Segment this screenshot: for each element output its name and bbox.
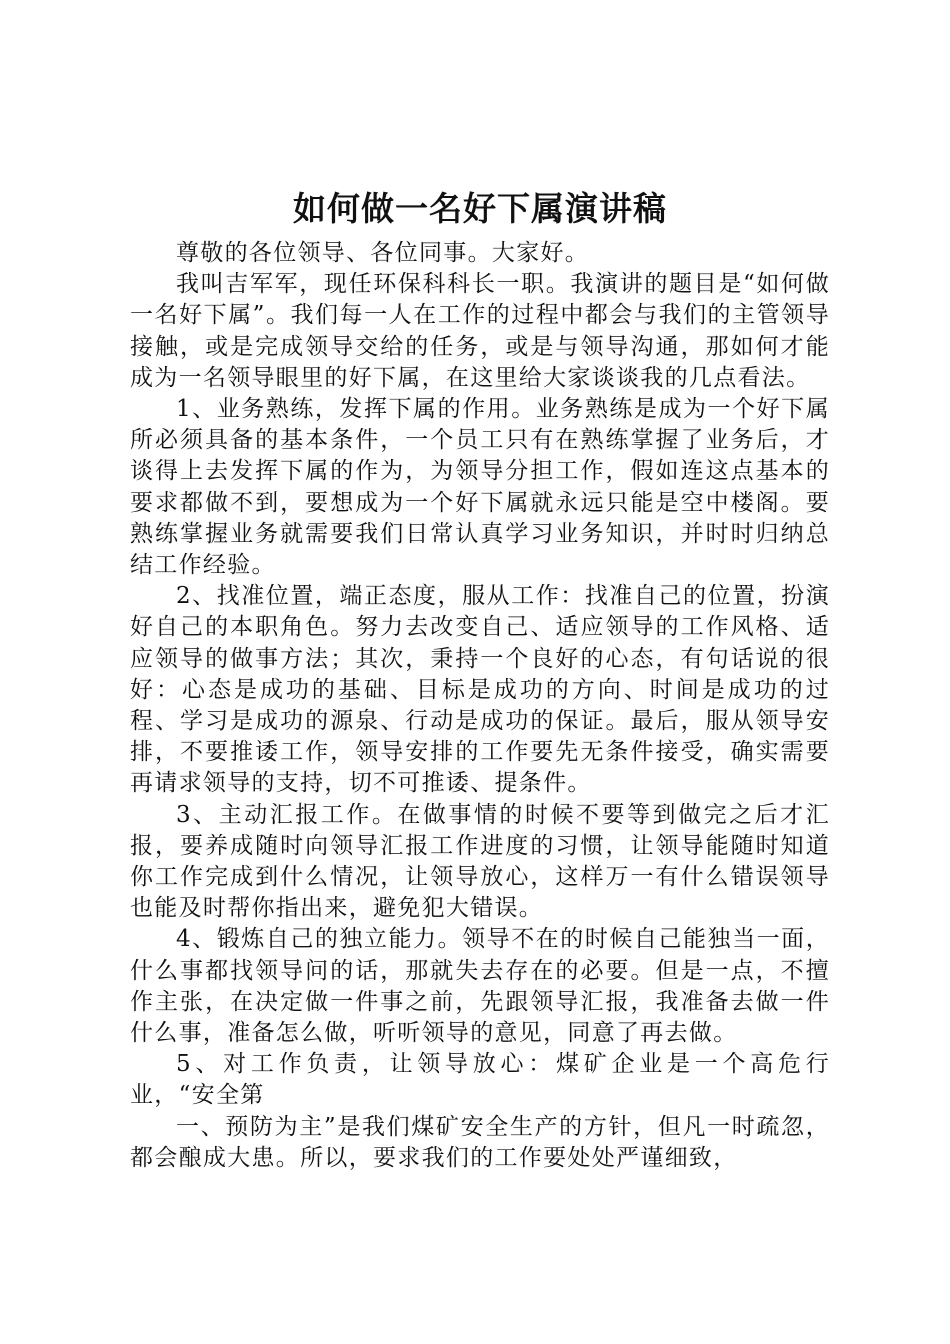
paragraph-greeting: 尊敬的各位领导、各位同事。大家好。 [176,240,590,266]
document-title: 如何做一名好下属演讲稿 [293,189,667,228]
paragraph-continuation: 一、预防为主”是我们煤矿安全生产的方针，但凡一时疏忽，都会酿成大患。所以，要求我们的工作要处处严谨细致， [130,1113,830,1171]
paragraph-point-4: 4、锻炼自己的独立能力。领导不在的时候自己能独当一面，什么事都找领导问的话，那就失去存在的必要。但是一点，不擅作主张，在决定做一件事之前，先跟领导汇报，我准备去做一件什么事，准备怎么做，听听领导的意见，同意了再去做。 [130,926,830,1047]
paragraph-introduction: 我叫吉军军，现任环保科科长一职。我演讲的题目是“如何做一名好下属”。我们每一人在工作的过程中都会与我们的主管领导接触，或是完成领导交给的任务，或是与领导沟通，那如何才能成为一名领导眼里的好下属，在这里给大家谈谈我的几点看法。 [130,271,830,391]
paragraph-point-3: 3、主动汇报工作。在做事情的时候不要等到做完之后才汇报，要养成随时向领导汇报工作进度的习惯，让领导能随时知道你工作完成到什么情况，让领导放心，这样万一有什么错误领导也能及时帮你指出来，避免犯大错误。 [130,801,830,922]
paragraph-point-1: 1、业务熟练，发挥下属的作用。业务熟练是成为一个好下属所必须具备的基本条件，一个员工只有在熟练掌握了业务后，才谈得上去发挥下属的作为，为领导分担工作，假如连这点基本的要求都做不到，要想成为一个好下属就永远只能是空中楼阁。要熟练掌握业务就需要我们日常认真学习业务知识，并时时归纳总结工作经验。 [130,396,830,579]
paragraph-point-2: 2、找准位置，端正态度，服从工作：找准自己的位置，扮演好自己的本职角色。努力去改变自己、适应领导的工作风格、适应领导的做事方法；其次，秉持一个良好的心态，有句话说的很好：心态是成功的基础、目标是成功的方向、时间是成功的过程、学习是成功的源泉、行动是成功的保证。最后，服从领导安排，不要推诿工作，领导安排的工作要先无条件接受，确实需要再请求领导的支持，切不可推诿、提条件。 [130,583,830,797]
paragraph-point-5: 5、对工作负责，让领导放心：煤矿企业是一个高危行业，“安全第 [130,1051,830,1109]
document-body [130,186,830,1174]
